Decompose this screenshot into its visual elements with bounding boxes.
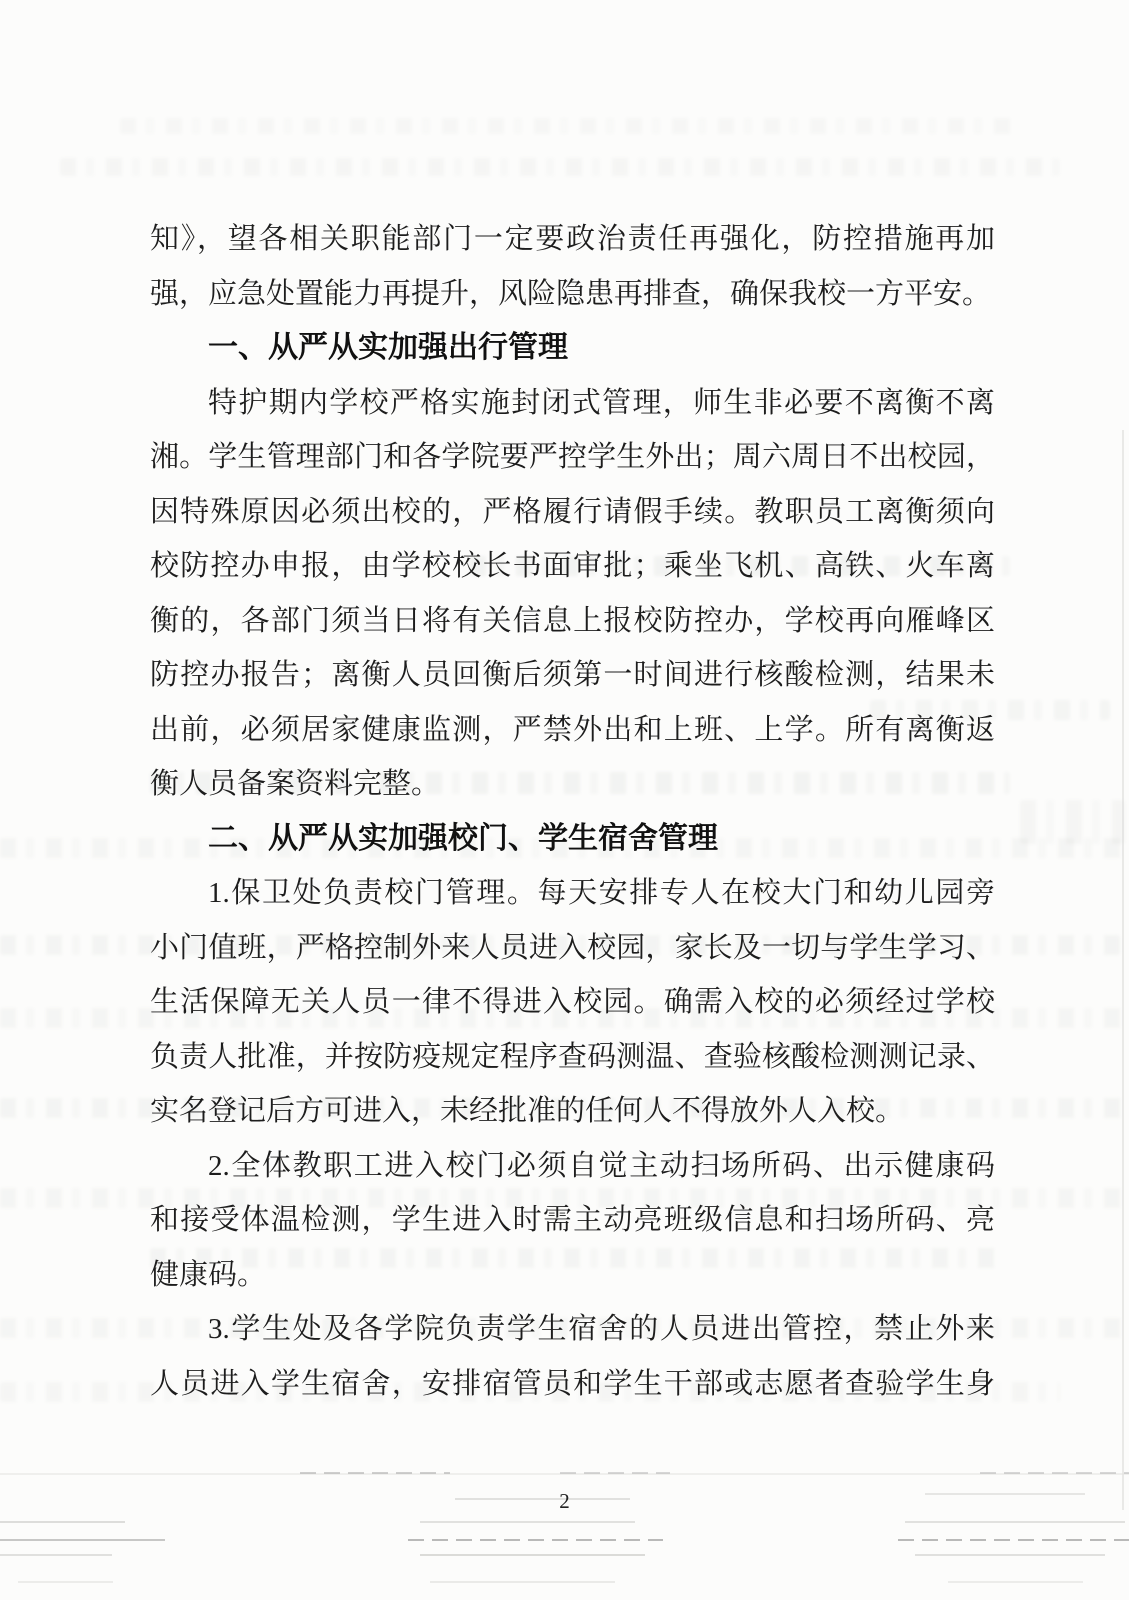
text-line: 防控办报告；离衡人员回衡后须第一时间进行核酸检测，结果未 — [150, 659, 995, 691]
page-number: 2 — [559, 1489, 570, 1513]
scan-streak — [430, 1581, 615, 1583]
text-line: 生活保障无关人员一律不得进入校园。确需入校的必须经过学校 — [150, 986, 995, 1018]
paper-edge-line — [1122, 430, 1124, 1510]
scan-streak — [408, 1539, 663, 1541]
document-body — [150, 212, 995, 1411]
text-line: 因特殊原因必须出校的，严格履行请假手续。教职员工离衡须向 — [150, 495, 995, 528]
text-line: 衡人员备案资料完整。 — [150, 768, 441, 800]
text-line: 衡的，各部门须当日将有关信息上报校防控办，学校再向雁峰区 — [150, 604, 995, 637]
text-line: 特护期内学校严格实施封闭式管理，师生非必要不离衡不离 — [208, 386, 995, 419]
text-line: 湘。学生管理部门和各学院要严控学生外出；周六周日不出校园， — [150, 441, 995, 473]
text-line: 健康码。 — [150, 1258, 267, 1291]
scan-streak — [0, 1539, 165, 1541]
text-line: 强，应急处置能力再提升，风险隐患再排查，确保我校一方平安。 — [150, 277, 992, 310]
text-line: 负责人批准，并按防疫规定程序查码测温、查验核酸检测测记录、 — [150, 1040, 995, 1073]
text-line: 知》，望各相关职能部门一定要政治责任再强化，防控措施再加 — [150, 223, 995, 255]
scan-streak — [948, 1581, 1083, 1583]
text-line: 和接受体温检测，学生进入时需主动亮班级信息和扫场所码、亮 — [150, 1204, 995, 1236]
text-line: 出前，必须居家健康监测，严禁外出和上班、上学。所有离衡返 — [150, 713, 995, 746]
scan-streak — [915, 1554, 1105, 1556]
text-line: 2.全体教职工进入校门必须自觉主动扫场所码、出示健康码 — [208, 1149, 995, 1182]
section-heading: 一、从严从实加强出行管理 — [208, 331, 568, 364]
text-line: 实名登记后方可进入，未经批准的任何人不得放外人入校。 — [150, 1095, 905, 1127]
scan-streak — [0, 1554, 112, 1556]
text-line: 人员进入学生宿舍，安排宿管员和学生干部或志愿者查验学生身 — [150, 1367, 995, 1400]
text-line: 校防控办申报，由学校校长书面审批；乘坐飞机、高铁、火车离 — [150, 550, 995, 582]
text-line: 1.保卫处负责校门管理。每天安排专人在校大门和幼儿园旁 — [208, 877, 995, 909]
scan-streak — [18, 1581, 113, 1583]
scan-streak — [420, 1554, 645, 1556]
scan-streak — [420, 1521, 635, 1523]
scan-streak — [980, 1472, 1129, 1474]
scan-streak — [0, 1521, 125, 1523]
text-line: 3.学生处及各学院负责学生宿舍的人员进出管控，禁止外来 — [208, 1313, 995, 1345]
section-heading: 二、从严从实加强校门、学生宿舍管理 — [208, 821, 718, 855]
scan-streak — [905, 1521, 1125, 1523]
scan-streak — [300, 1472, 450, 1474]
text-line: 小门值班，严格控制外来人员进入校园，家长及一切与学生学习、 — [150, 931, 995, 964]
scan-bleedthrough — [60, 158, 1060, 176]
scan-streak — [898, 1539, 1129, 1541]
scan-streak — [560, 1472, 670, 1474]
scan-bleedthrough — [120, 118, 1020, 134]
